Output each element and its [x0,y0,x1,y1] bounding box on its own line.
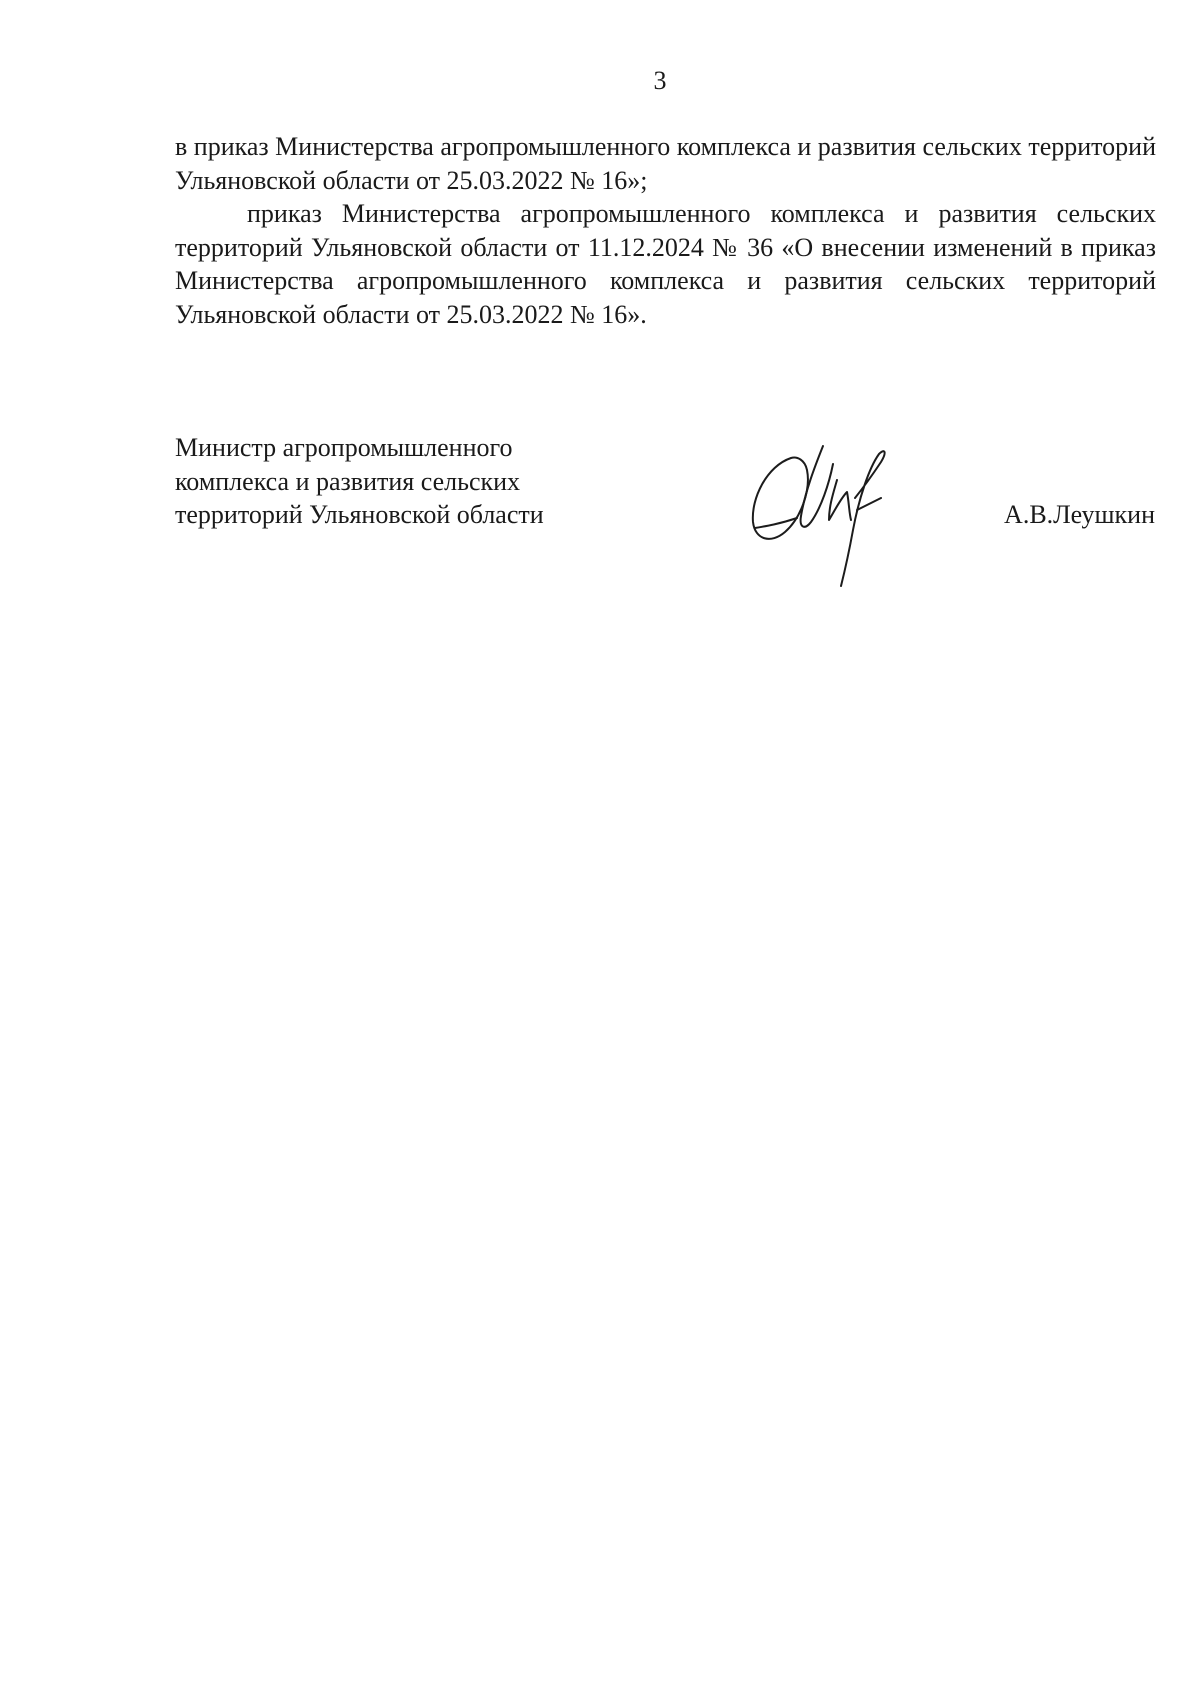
signer-position-line: Министр агропромышленного [175,433,513,462]
paragraph-continuation: в приказ Министерства агропромышленного комплекса и развития сельских территорий Ульяновской области от 25.03.2022 № 16»; [175,132,1156,195]
body-text [175,130,1156,331]
page-number: 3 [653,66,667,95]
signer-position-line: территорий Ульяновской области [175,500,544,529]
handwritten-signature [745,440,935,590]
signer-position [175,431,635,532]
signer-position-line: комплекса и развития сельских [175,466,521,496]
signer-name: А.В.Леушкин [1004,500,1155,529]
paragraph-order-reference: приказ Министерства агропромышленного комплекса и развития сельских территорий Ульяновской области от 11.12.2024 № 36 «О внесении изменений в приказ Министерства агропромышленного комплекса и развития сельских территорий Ульяновской области от 25.03.2022 № 16». [175,199,1156,329]
